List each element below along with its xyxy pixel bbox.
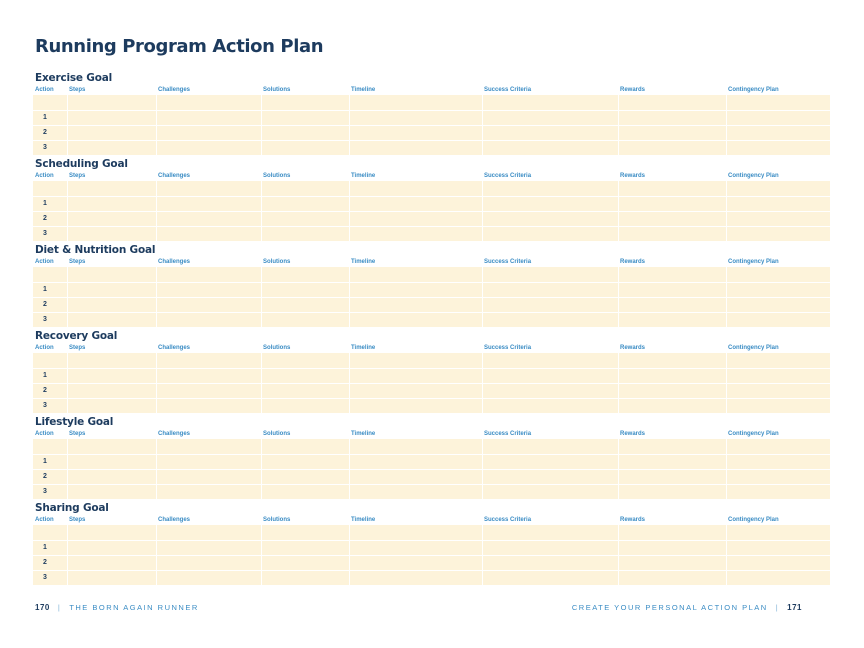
entry-cell[interactable] xyxy=(261,211,349,226)
entry-cell[interactable] xyxy=(726,110,830,125)
entry-cell[interactable] xyxy=(349,540,482,555)
action-number: 3 xyxy=(33,140,67,155)
spacer-cell xyxy=(726,525,830,540)
entry-cell[interactable] xyxy=(726,454,830,469)
column-header: Solutions xyxy=(263,431,291,437)
action-number: 2 xyxy=(33,383,67,398)
action-number: 3 xyxy=(33,570,67,585)
entry-cell[interactable] xyxy=(618,383,726,398)
entry-cell[interactable] xyxy=(67,140,156,155)
spacer-cell xyxy=(67,525,156,540)
entry-cell[interactable] xyxy=(67,540,156,555)
section-title: Diet & Nutrition Goal xyxy=(35,244,156,256)
column-header: Contingency Plan xyxy=(728,431,779,437)
entry-cell[interactable] xyxy=(618,297,726,312)
table-row xyxy=(33,454,830,469)
spacer-cell xyxy=(726,353,830,368)
left-page-number: 170 xyxy=(35,603,50,612)
entry-cell[interactable] xyxy=(482,383,618,398)
column-header: Rewards xyxy=(620,345,646,351)
entry-cell[interactable] xyxy=(156,368,261,383)
entry-cell[interactable] xyxy=(349,226,482,241)
spacer-cell xyxy=(726,181,830,196)
entry-cell[interactable] xyxy=(726,570,830,585)
spacer-cell xyxy=(261,95,349,110)
entry-cell[interactable] xyxy=(349,368,482,383)
spacer-cell xyxy=(618,181,726,196)
entry-cell[interactable] xyxy=(156,297,261,312)
column-header: Timeline xyxy=(351,345,376,351)
spacer-cell xyxy=(618,439,726,454)
entry-cell[interactable] xyxy=(156,140,261,155)
entry-cell[interactable] xyxy=(726,282,830,297)
entry-cell[interactable] xyxy=(261,368,349,383)
entry-cell[interactable] xyxy=(67,312,156,327)
column-header: Success Criteria xyxy=(484,431,532,437)
table-row xyxy=(33,140,830,155)
spacer-cell xyxy=(618,525,726,540)
entry-cell[interactable] xyxy=(261,110,349,125)
entry-cell[interactable] xyxy=(618,312,726,327)
action-number: 3 xyxy=(33,398,67,413)
entry-cell[interactable] xyxy=(726,196,830,211)
column-header: Steps xyxy=(69,431,86,437)
entry-cell[interactable] xyxy=(156,454,261,469)
column-header: Steps xyxy=(69,87,86,93)
entry-cell[interactable] xyxy=(67,570,156,585)
column-header: Solutions xyxy=(263,517,291,523)
entry-cell[interactable] xyxy=(156,125,261,140)
entry-cell[interactable] xyxy=(482,368,618,383)
spacer-cell xyxy=(33,267,67,282)
spacer-cell xyxy=(726,439,830,454)
spacer-cell xyxy=(156,95,261,110)
entry-cell[interactable] xyxy=(482,484,618,499)
entry-cell[interactable] xyxy=(156,570,261,585)
goal-section xyxy=(33,330,830,414)
spacer-cell xyxy=(67,439,156,454)
column-header: Steps xyxy=(69,173,86,179)
column-header: Rewards xyxy=(620,87,646,93)
spacer-cell xyxy=(33,181,67,196)
entry-cell[interactable] xyxy=(482,555,618,570)
entry-cell[interactable] xyxy=(618,140,726,155)
entry-cell[interactable] xyxy=(261,555,349,570)
table-row xyxy=(33,312,830,327)
entry-cell[interactable] xyxy=(67,297,156,312)
column-header: Rewards xyxy=(620,517,646,523)
action-number: 1 xyxy=(33,454,67,469)
entry-cell[interactable] xyxy=(726,484,830,499)
table-row xyxy=(33,226,830,241)
entry-cell[interactable] xyxy=(726,555,830,570)
entry-cell[interactable] xyxy=(618,196,726,211)
column-header: Action xyxy=(35,431,54,437)
spacer-cell xyxy=(261,439,349,454)
entry-cell[interactable] xyxy=(67,469,156,484)
entry-cell[interactable] xyxy=(618,368,726,383)
entry-cell[interactable] xyxy=(67,484,156,499)
entry-cell[interactable] xyxy=(618,555,726,570)
footer-right xyxy=(572,603,802,612)
spacer-cell xyxy=(482,353,618,368)
table-row xyxy=(33,297,830,312)
page-title: Running Program Action Plan xyxy=(35,36,324,57)
entry-cell[interactable] xyxy=(349,125,482,140)
book-title: THE BORN AGAIN RUNNER xyxy=(69,603,199,612)
entry-cell[interactable] xyxy=(67,282,156,297)
action-number: 2 xyxy=(33,555,67,570)
entry-cell[interactable] xyxy=(67,383,156,398)
goal-section xyxy=(33,244,830,328)
table-row xyxy=(33,398,830,413)
action-number: 2 xyxy=(33,211,67,226)
spacer-cell xyxy=(261,267,349,282)
spacer-cell xyxy=(67,267,156,282)
entry-cell[interactable] xyxy=(726,297,830,312)
column-header: Timeline xyxy=(351,87,376,93)
column-header: Solutions xyxy=(263,345,291,351)
entry-cell[interactable] xyxy=(349,297,482,312)
spacer-cell xyxy=(349,525,482,540)
column-header: Action xyxy=(35,173,54,179)
entry-cell[interactable] xyxy=(349,454,482,469)
footer-divider: | xyxy=(57,603,62,612)
entry-cell[interactable] xyxy=(349,211,482,226)
table-row xyxy=(33,110,830,125)
column-header: Action xyxy=(35,517,54,523)
column-header: Timeline xyxy=(351,517,376,523)
entry-cell[interactable] xyxy=(482,312,618,327)
action-number: 2 xyxy=(33,125,67,140)
column-header: Challenges xyxy=(158,345,191,351)
entry-cell[interactable] xyxy=(156,383,261,398)
action-number: 1 xyxy=(33,110,67,125)
entry-cell[interactable] xyxy=(156,540,261,555)
action-plan-table xyxy=(33,343,831,414)
column-header: Success Criteria xyxy=(484,173,532,179)
entry-cell[interactable] xyxy=(618,484,726,499)
entry-cell[interactable] xyxy=(726,312,830,327)
spacer-cell xyxy=(156,525,261,540)
entry-cell[interactable] xyxy=(67,226,156,241)
entry-cell[interactable] xyxy=(482,469,618,484)
column-header: Timeline xyxy=(351,173,376,179)
column-header: Challenges xyxy=(158,173,191,179)
column-header: Action xyxy=(35,87,54,93)
spacer-cell xyxy=(67,95,156,110)
action-number: 1 xyxy=(33,282,67,297)
entry-cell[interactable] xyxy=(156,469,261,484)
table-row xyxy=(33,484,830,499)
column-header: Steps xyxy=(69,345,86,351)
spacer-cell xyxy=(349,95,482,110)
entry-cell[interactable] xyxy=(261,297,349,312)
action-number: 1 xyxy=(33,196,67,211)
entry-cell[interactable] xyxy=(482,282,618,297)
action-plan-table xyxy=(33,429,831,500)
entry-cell[interactable] xyxy=(67,454,156,469)
entry-cell[interactable] xyxy=(482,196,618,211)
entry-cell[interactable] xyxy=(482,297,618,312)
entry-cell[interactable] xyxy=(156,312,261,327)
entry-cell[interactable] xyxy=(67,398,156,413)
entry-cell[interactable] xyxy=(349,555,482,570)
entry-cell[interactable] xyxy=(261,454,349,469)
entry-cell[interactable] xyxy=(349,282,482,297)
entry-cell[interactable] xyxy=(261,140,349,155)
footer-divider: | xyxy=(775,603,780,612)
goal-section xyxy=(33,416,830,500)
column-header: Challenges xyxy=(158,87,191,93)
column-header: Solutions xyxy=(263,173,291,179)
action-plan-table xyxy=(33,257,831,328)
spacer-cell xyxy=(67,353,156,368)
table-row xyxy=(33,196,830,211)
entry-cell[interactable] xyxy=(349,383,482,398)
entry-cell[interactable] xyxy=(261,540,349,555)
table-row xyxy=(33,570,830,585)
spacer-cell xyxy=(349,267,482,282)
chapter-title: CREATE YOUR PERSONAL ACTION PLAN xyxy=(571,603,768,612)
section-title: Lifestyle Goal xyxy=(35,416,114,428)
entry-cell[interactable] xyxy=(726,469,830,484)
column-header: Solutions xyxy=(263,259,291,265)
entry-cell[interactable] xyxy=(349,398,482,413)
column-header: Challenges xyxy=(158,431,191,437)
action-number: 2 xyxy=(33,297,67,312)
spacer-cell xyxy=(349,353,482,368)
column-header: Timeline xyxy=(351,259,376,265)
action-number: 3 xyxy=(33,484,67,499)
column-header: Rewards xyxy=(620,259,646,265)
table-row xyxy=(33,555,830,570)
entry-cell[interactable] xyxy=(726,368,830,383)
table-row xyxy=(33,211,830,226)
spacer-cell xyxy=(482,525,618,540)
column-header: Timeline xyxy=(351,431,376,437)
footer-left xyxy=(35,603,199,612)
entry-cell[interactable] xyxy=(261,282,349,297)
spacer-cell xyxy=(33,95,67,110)
spacer-cell xyxy=(261,353,349,368)
table-row xyxy=(33,125,830,140)
spacer-cell xyxy=(482,95,618,110)
entry-cell[interactable] xyxy=(261,226,349,241)
entry-cell[interactable] xyxy=(156,110,261,125)
section-title: Exercise Goal xyxy=(35,72,113,84)
entry-cell[interactable] xyxy=(349,484,482,499)
entry-cell[interactable] xyxy=(482,211,618,226)
entry-cell[interactable] xyxy=(726,226,830,241)
column-header: Action xyxy=(35,259,54,265)
entry-cell[interactable] xyxy=(156,398,261,413)
right-page-number: 171 xyxy=(787,603,802,612)
entry-cell[interactable] xyxy=(261,570,349,585)
entry-cell[interactable] xyxy=(261,469,349,484)
entry-cell[interactable] xyxy=(618,125,726,140)
entry-cell[interactable] xyxy=(726,540,830,555)
entry-cell[interactable] xyxy=(618,454,726,469)
spacer-cell xyxy=(726,267,830,282)
entry-cell[interactable] xyxy=(349,469,482,484)
action-plan-table xyxy=(33,85,831,156)
column-header: Contingency Plan xyxy=(728,173,779,179)
action-plan-table xyxy=(33,171,831,242)
spacer-cell xyxy=(156,267,261,282)
section-title: Sharing Goal xyxy=(35,502,109,514)
entry-cell[interactable] xyxy=(349,312,482,327)
column-header: Contingency Plan xyxy=(728,345,779,351)
column-header: Contingency Plan xyxy=(728,259,779,265)
action-plan-table xyxy=(33,515,831,586)
entry-cell[interactable] xyxy=(618,570,726,585)
action-number: 1 xyxy=(33,540,67,555)
column-header: Steps xyxy=(69,259,86,265)
goal-section xyxy=(33,502,830,586)
entry-cell[interactable] xyxy=(67,110,156,125)
entry-cell[interactable] xyxy=(349,110,482,125)
action-number: 1 xyxy=(33,368,67,383)
entry-cell[interactable] xyxy=(618,211,726,226)
spacer-cell xyxy=(33,353,67,368)
goal-section xyxy=(33,158,830,242)
entry-cell[interactable] xyxy=(618,398,726,413)
column-header: Success Criteria xyxy=(484,517,532,523)
spacer-cell xyxy=(618,267,726,282)
entry-cell[interactable] xyxy=(261,383,349,398)
entry-cell[interactable] xyxy=(618,282,726,297)
entry-cell[interactable] xyxy=(726,398,830,413)
entry-cell[interactable] xyxy=(261,196,349,211)
entry-cell[interactable] xyxy=(618,469,726,484)
spacer-cell xyxy=(261,525,349,540)
entry-cell[interactable] xyxy=(618,226,726,241)
spacer-cell xyxy=(482,181,618,196)
goal-section xyxy=(33,72,830,156)
entry-cell[interactable] xyxy=(349,140,482,155)
spacer-cell xyxy=(482,439,618,454)
entry-cell[interactable] xyxy=(67,125,156,140)
entry-cell[interactable] xyxy=(67,211,156,226)
entry-cell[interactable] xyxy=(482,570,618,585)
spacer-cell xyxy=(67,181,156,196)
entry-cell[interactable] xyxy=(726,211,830,226)
entry-cell[interactable] xyxy=(156,555,261,570)
entry-cell[interactable] xyxy=(261,484,349,499)
table-row xyxy=(33,282,830,297)
entry-cell[interactable] xyxy=(482,454,618,469)
entry-cell[interactable] xyxy=(67,555,156,570)
column-header: Success Criteria xyxy=(484,259,532,265)
entry-cell[interactable] xyxy=(726,125,830,140)
spacer-cell xyxy=(482,267,618,282)
column-header: Steps xyxy=(69,517,86,523)
entry-cell[interactable] xyxy=(482,110,618,125)
spacer-cell xyxy=(156,353,261,368)
spacer-cell xyxy=(726,95,830,110)
entry-cell[interactable] xyxy=(349,196,482,211)
column-header: Success Criteria xyxy=(484,87,532,93)
spacer-cell xyxy=(33,439,67,454)
entry-cell[interactable] xyxy=(261,312,349,327)
spacer-cell xyxy=(349,181,482,196)
table-row xyxy=(33,368,830,383)
column-header: Contingency Plan xyxy=(728,517,779,523)
entry-cell[interactable] xyxy=(156,484,261,499)
section-title: Scheduling Goal xyxy=(35,158,128,170)
entry-cell[interactable] xyxy=(482,398,618,413)
entry-cell[interactable] xyxy=(261,125,349,140)
entry-cell[interactable] xyxy=(726,383,830,398)
spacer-cell xyxy=(349,439,482,454)
entry-cell[interactable] xyxy=(156,282,261,297)
table-row xyxy=(33,469,830,484)
spacer-cell xyxy=(618,353,726,368)
spacer-cell xyxy=(261,181,349,196)
action-number: 3 xyxy=(33,312,67,327)
spacer-cell xyxy=(618,95,726,110)
spacer-cell xyxy=(156,439,261,454)
entry-cell[interactable] xyxy=(726,140,830,155)
column-header: Rewards xyxy=(620,173,646,179)
action-number: 3 xyxy=(33,226,67,241)
action-number: 2 xyxy=(33,469,67,484)
column-header: Action xyxy=(35,345,54,351)
column-header: Rewards xyxy=(620,431,646,437)
entry-cell[interactable] xyxy=(349,570,482,585)
section-title: Recovery Goal xyxy=(35,330,118,342)
entry-cell[interactable] xyxy=(618,540,726,555)
entry-cell[interactable] xyxy=(482,226,618,241)
column-header: Contingency Plan xyxy=(728,87,779,93)
spacer-cell xyxy=(156,181,261,196)
column-header: Challenges xyxy=(158,259,191,265)
entry-cell[interactable] xyxy=(482,540,618,555)
entry-cell[interactable] xyxy=(482,140,618,155)
entry-cell[interactable] xyxy=(67,368,156,383)
entry-cell[interactable] xyxy=(156,211,261,226)
entry-cell[interactable] xyxy=(482,125,618,140)
table-row xyxy=(33,383,830,398)
entry-cell[interactable] xyxy=(618,110,726,125)
column-header: Solutions xyxy=(263,87,291,93)
entry-cell[interactable] xyxy=(261,398,349,413)
table-row xyxy=(33,540,830,555)
entry-cell[interactable] xyxy=(156,226,261,241)
entry-cell[interactable] xyxy=(67,196,156,211)
entry-cell[interactable] xyxy=(156,196,261,211)
column-header: Success Criteria xyxy=(484,345,532,351)
spacer-cell xyxy=(33,525,67,540)
column-header: Challenges xyxy=(158,517,191,523)
